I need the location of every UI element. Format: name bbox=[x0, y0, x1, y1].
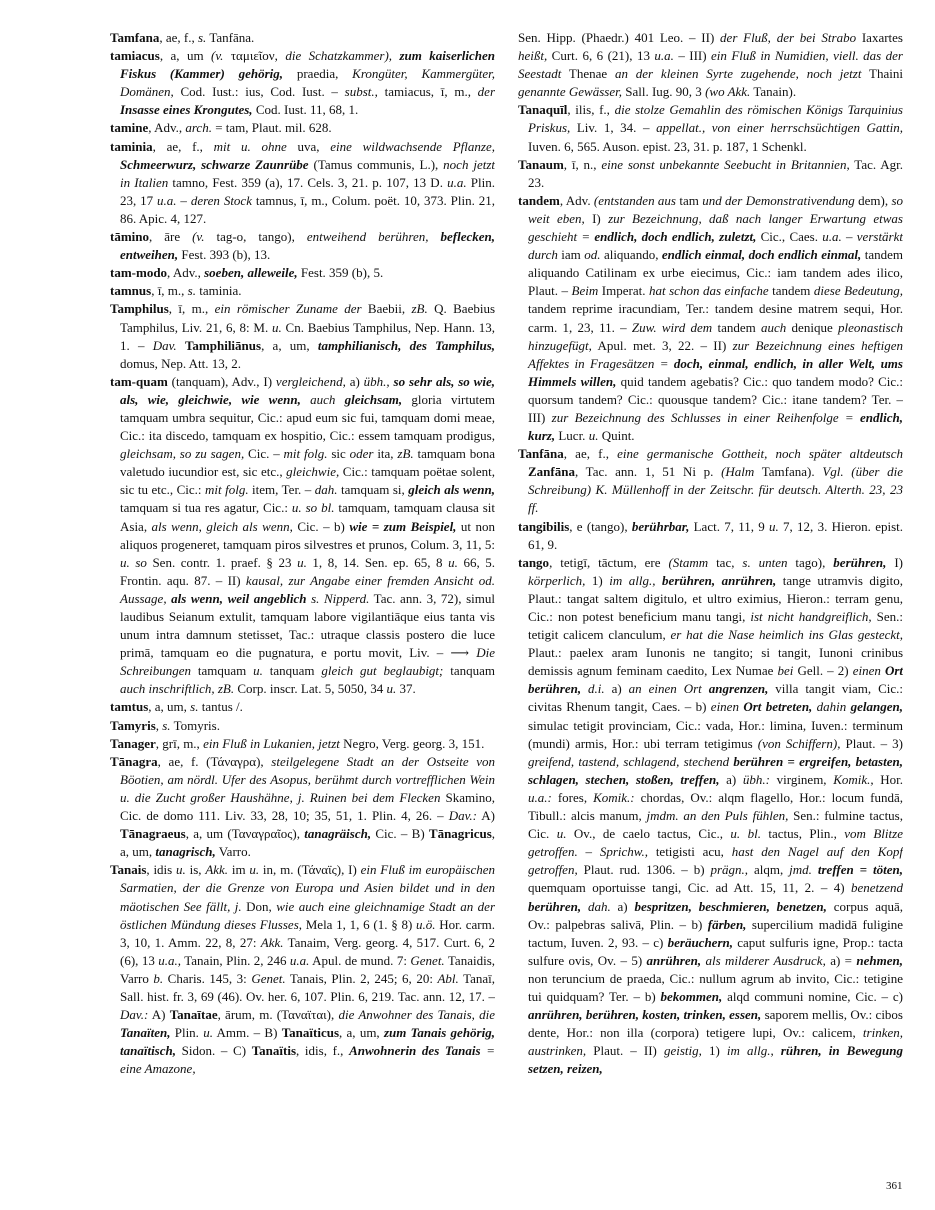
dictionary-entry: Tamfana, ae, f., s. Tanfāna. bbox=[110, 30, 255, 45]
dictionary-entry: Tanaquīl, ilis, f., die stolze Gemahlin des römischen Königs Tarquinius Priskus, Liv. 1, 34. – appellat., von einer herrschsüchtigen Gattin, Iuven. 6, 565. Auson. epist. 23, 31. p. 187, 1 Schenkl. bbox=[518, 102, 903, 154]
dictionary-entry: tamine, Adv., arch. = tam, Plaut. mil. 628. bbox=[110, 120, 332, 136]
dictionary-entry: Tanager, grī, m., ein Fluß in Lukanien, jetzt Negro, Verg. georg. 3, 151. bbox=[110, 735, 485, 751]
dictionary-entry: tango, tetigī, tāctum, ere (Stamm tac, s. unten tago), berühren, I) körperlich, 1) im allg., berühren, anrühren, tange utramvis digito, Plaut.: tangat saltem digitulo, et ultro eximius, Hieron.: terram genu, Cic.: non potest beneficium manu tangi, ist nicht handgreiflich, Sen.: tetigit calicem clanculum, er hat die Nase heimlich ins Glas gesteckt, Plaut.: paelex aram Iunonis ne tangito; si tangit, Iunoni crinibus demissis agnum feminam caedito, Lex Numae bei Gell. – 2) einen Ort berühren, d.i. a) an einen Ort angrenzen, villa tangit viam, Cic.: civitas Rhenum tangit, Caes. – b) einen Ort betreten, dahin gelangen, simulac tetigit provinciam, Cic.: vada, Hor.: limina, Iuven.: terminum (mundi) armis, Hor.: ubi terram tetigimus (von Schiffern), Plaut. – 3) greifend, tastend, schlagend, stechend berühren = ergreifen, betasten, schlagen, stechen, stoßen, treffen, a) übh.: virginem, Komik., Hor. u.a.: fores, Komik.: chordas, Ov.: alqm flagello, Hor.: locum fundā, Tibull.: alcis manum, jmdm. an den Puls fühlen, Sen.: fulmine tactus, Cic. u. Ov., de caelo tactus, Cic., u. bl. tactus, Plin., vom Blitze getroffen. – Sprichw., tetigisti acu, hast den Nagel auf den Kopf getroffen, Plaut. rud. 1306. – b) prägn., alqm, jmd. treffen = töten, quemquam oportuisse tangi, Cic. ad Att. 15, 11, 2. – 4) benetzend berühren, dah. a) bespritzen, beschmieren, benetzen, corpus aquā, Ov.: palpebras salivā, Plin. – b) färben, supercilium madidā fuligine tactum, Iuven. 2, 93. – c) beräuchern, caput sulfuris igne, Prop.: tacta sulfure ovis, Ov. – 5) anrühren, als milderer Ausdruck, a) = nehmen, non teruncium de praeda, Cic.: nullum agrum ab invito, Cic.: tetigine tui quidquam? Ter. – b) bekommen, alqd communi nomine, Cic. – c) anrühren, berühren, kosten, trinken, essen, saporem mellis, Ov.: cibos dente, Hor.: non illa (corpora) tetigere lupi, Ov.: calicem, trinken, austrinken, Plaut. – II) geistig, 1) im allg., rühren, in Bewegung setzen, reizen, bbox=[518, 554, 903, 1077]
dictionary-entry: Tamyris, s. Tomyris. bbox=[110, 717, 220, 733]
dictionary-entry: taminia, ae, f., mit u. ohne uva, eine wildwachsende Pflanze, Schmeerwurz, schwarze Zaunrübe (Tamus communis, L.), noch jetzt in Italien tamno, Fest. 359 (a), 17. Cels. 3, 21. p. 107, 13 D. u.a. Plin. 23, 17 u.a. – deren Stock tamnus, ī, m., Colum. poët. 10, 373. Plin. 21, 86. Apic. 4, 127. bbox=[110, 138, 495, 226]
dictionary-entry: Tanaum, ī, n., eine sonst unbekannte Seebucht in Britannien, Tac. Agr. 23. bbox=[518, 156, 903, 190]
dictionary-entry: tāmino, āre (v. tag-o, tango), entweihend berühren, beflecken, entweihen, Fest. 393 (b), 13. bbox=[110, 229, 495, 263]
dictionary-entry: tamnus, ī, m., s. taminia. bbox=[110, 283, 242, 299]
dictionary-entry: Tanais, idis u. is, Akk. im u. in, m. (Τάναϊς), I) ein Fluß im europäischen Sarmatien, der die Grenze von Europa und Asien bildet und in den mäotischen See fällt, j. Don, wie auch eine gleichnamige Stadt an der östlichen Mündung dieses Flusses, Mela 1, 1, 6 (1. § 8) u.ö. Hor. carm. 3, 10, 1. Amm. 22, 8, 27: Akk. Tanaim, Verg. georg. 4, 517. Curt. 6, 2 (6), 13 u.a., Tanain, Plin. 2, 246 u.a. Apul. de mund. 7: Genet. Tanaidis, Varro b. Charis. 145, 3: Genet. Tanais, Plin. 2, 245; 6, 20: Abl. Tanaī, Sall. hist. fr. 3, 69 (46). Ov. her. 6, 107. Plin. 6, 219. Tac. ann. 12, 17. – Dav.: A) Tanaītae, ārum, m. (Ταναϊται), die Anwohner des Tanais, die Tanaïten, Plin. u. Amm. – B) Tanaïticus, a, um, zum Tanais gehörig, tanaïtisch, Sidon. – C) Tanaïtis, idis, f., Anwohnerin des Tanais = eine Amazone, bbox=[110, 862, 495, 1077]
dictionary-entry: tandem, Adv. (entstanden aus tam und der Demonstrativendung dem), so weit eben, I) zur Bezeichnung, daß nach langer Erwartung etwas geschieht = endlich, doch endlich, zuletzt, Cic., Caes. u.a. – verstärkt durch iam od. aliquando, endlich einmal, doch endlich einmal, tandem aliquando Catilinam ex urbe eiecimus, Cic.: iam tandem ades ilico, Plaut. – Beim Imperat. hat schon das einfache tandem diese Bedeutung, tandem reprime iracundiam, Ter.: tandem desine matrem sequi, Hor. carm. 1, 23, 11. – Zuw. wird dem tandem auch denique pleonastisch hinzugefügt, Apul. met. 3, 22. – II) zur Bezeichnung eines heftigen Affektes in Fragesätzen = doch, einmal, endlich, in aller Welt, ums Himmels willen, quid tandem agebatis? Cic.: quo tandem modo? Cic.: quorsum tandem? Cic.: quousque tandem? Cic.: itane tandem? Ter. – III) zur Bezeichnung des Schlusses in einer Reihenfolge = endlich, kurz, Lucr. u. Quint. bbox=[518, 192, 903, 444]
dictionary-entry: tamtus, a, um, s. tantus /. bbox=[110, 699, 243, 715]
page-number: 361 bbox=[886, 1180, 903, 1192]
dictionary-entry: tamiacus, a, um (v. ταμιεῖον, die Schatzkammer), zum kaiserlichen Fiskus (Kammer) gehörig, praedia, Krongüter, Kammergüter, Domänen, Cod. Iust.: ius, Cod. Iust. – subst., tamiacus, ī, m., der Insasse eines Krongutes, Cod. Iust. 11, 68, 1. bbox=[110, 48, 495, 118]
dictionary-entry: tangibilis, e (tango), berührbar, Lact. 7, 11, 9 u. 7, 12, 3. Hieron. epist. 61, 9. bbox=[518, 518, 903, 552]
left-column bbox=[110, 29, 495, 1179]
dictionary-entry: Tanfāna, ae, f., eine germanische Gottheit, noch später altdeutsch Zanfāna, Tac. ann. 1, 51 Ni p. (Halm Tamfana). Vgl. (über die Schreibung) K. Müllenhoff in der Zeitschr. für deutsch. Alterth. 23, 23 ff. bbox=[518, 446, 903, 516]
dictionary-entry: tam-quam (tanquam), Adv., I) vergleichend, a) übh., so sehr als, so wie, als, wie, gleichwie, wie wenn, auch gleichsam, gloria virtutem tamquam umbra sequitur, Cic.: apud eum sic fui, tamquam domi meae, Cic.: ita discedo, tamquam ex hospitio, Cic.: essem tamquam prodigus, gleichsam, so zu sagen, Cic. – mit folg. sic oder ita, zB. tamquam bona valetudo iucundior est, sic etc., gleichwie, Cic.: tamquam poëtae solent, sic tu etc., Cic.: mit folg. item, Ter. – dah. tamquam si, gleich als wenn, tamquam si tua res agatur, Cic.: u. so bl. tamquam, tamquam clausa sit Asia, als wenn, gleich als wenn, Cic. – b) wie = zum Beispiel, ut non aliquos progeneret, tamquam piros silvestres et prunos, Colum. 3, 11, 5: u. so Sen. contr. 1. praef. § 23 u. 1, 8, 14. Sen. ep. 65, 8 u. 66, 5. Frontin. aqu. 87. – II) kausal, zur Angabe einer fremden Ansicht od. Aussage, als wenn, weil angeblich s. Nipperd. Tac. ann. 3, 72), simul laudibus Seianum extulit, tamquam labore vigilantiāque eius tanta vis unum intra damnum stetisset, Tac.: utraque classis postero die luce primā, tamquam eo die pugnatura, e portu movit, Liv. – ⟶ Die Schreibungen tamquam u. tanquam gleich gut beglaubigt; tanquam auch inschriftlich, zB. Corp. inscr. Lat. 5, 5050, 34 u. 37. bbox=[110, 373, 495, 697]
dictionary-entry: Tānagra, ae, f. (Τάναγρα), steilgelegene Stadt an der Ostseite von Böotien, am nördl. Ufer des Asopus, berühmt durch vortrefflichen Wein u. die Zucht großer Haushähne, j. Ruinen bei dem Flecken Skamino, Cic. de domo 111. Liv. 33, 28, 10; 35, 51, 1. Plin. 4, 26. – Dav.: A) Tānagraeus, a, um (Ταναγραῖος), tanagräisch, Cic. – B) Tānagricus, a, um, tanagrisch, Varro. bbox=[110, 753, 495, 860]
dictionary-entry: Tamphilus, ī, m., ein römischer Zuname der Baebii, zB. Q. Baebius Tamphilus, Liv. 21, 6, 8: M. u. Cn. Baebius Tamphilus, Nep. Hann. 13, 1. – Dav. Tamphiliānus, a, um, tamphilianisch, des Tamphilus, domus, Nep. Att. 13, 2. bbox=[110, 301, 495, 371]
dictionary-entry: tam-modo, Adv., soeben, alleweile, Fest. 359 (b), 5. bbox=[110, 265, 384, 281]
right-column bbox=[518, 29, 903, 1179]
dictionary-entry: Sen. Hipp. (Phaedr.) 401 Leo. – II) der Fluß, der bei Strabo Iaxartes heißt, Curt. 6, 6 (21), 13 u.a. – III) ein Fluß in Numidien, viell. das der Seestadt Thenae an der kleinen Syrte zugehende, noch jetzt Thaini genannte Gewässer, Sall. Iug. 90, 3 (wo Akk. Tanain). bbox=[518, 30, 903, 100]
